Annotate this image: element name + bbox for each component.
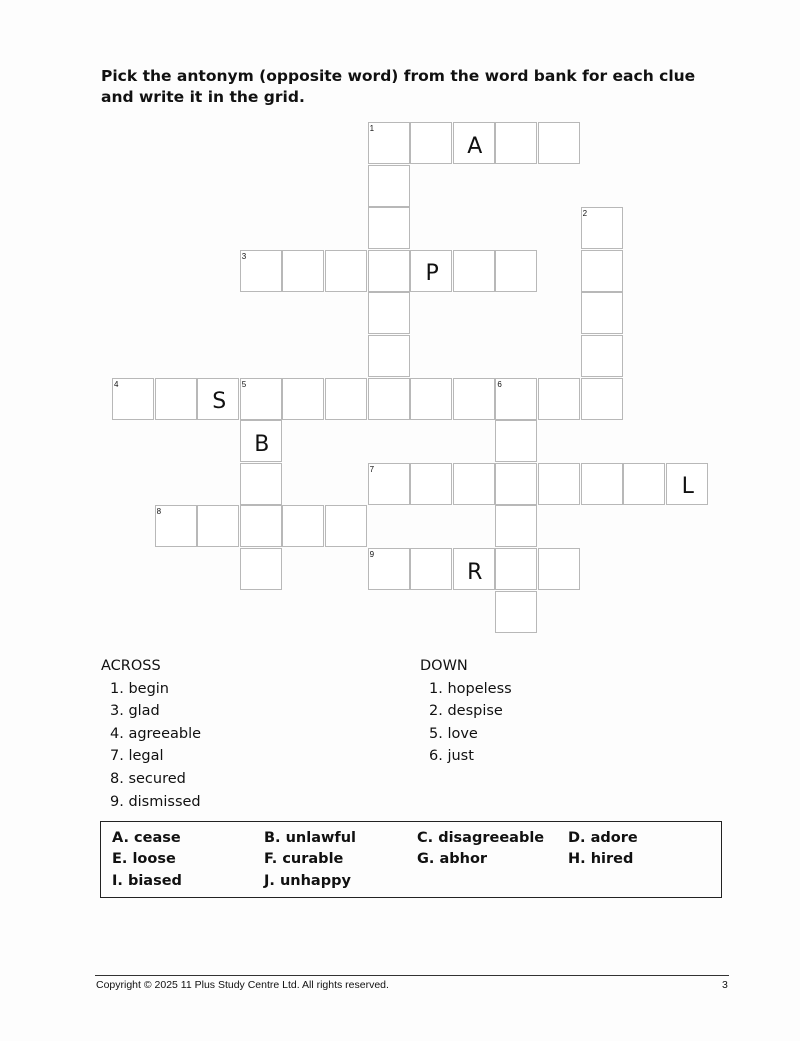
given-letter: L bbox=[681, 474, 694, 500]
grid-cell[interactable] bbox=[240, 378, 282, 420]
grid-cell[interactable] bbox=[410, 122, 452, 164]
grid-cell[interactable] bbox=[197, 505, 239, 547]
grid-cell[interactable] bbox=[495, 505, 537, 547]
grid-cell[interactable] bbox=[453, 122, 495, 164]
grid-cell[interactable] bbox=[495, 548, 537, 590]
word-bank-option: B. unlawful bbox=[264, 830, 357, 846]
clue-number: 7 bbox=[369, 464, 375, 474]
down-clue: 6. just bbox=[429, 748, 474, 765]
grid-cell[interactable] bbox=[495, 420, 537, 462]
grid-cell[interactable] bbox=[410, 463, 452, 505]
down-clue-list bbox=[420, 678, 512, 768]
grid-cell[interactable] bbox=[453, 463, 495, 505]
down-clue: 2. despise bbox=[429, 703, 503, 720]
grid-cell[interactable] bbox=[368, 292, 410, 334]
clue-number: 6 bbox=[497, 379, 502, 389]
grid-cell[interactable] bbox=[240, 420, 282, 462]
clue-number: 4 bbox=[114, 379, 119, 389]
grid-cell[interactable] bbox=[282, 250, 324, 292]
across-clue: 7. legal bbox=[110, 748, 164, 765]
given-letter: B bbox=[254, 431, 270, 457]
grid-cell[interactable] bbox=[155, 505, 197, 547]
footer-divider bbox=[95, 975, 729, 976]
clue-number: 1 bbox=[369, 124, 375, 133]
grid-cell[interactable] bbox=[368, 122, 410, 164]
grid-cell[interactable] bbox=[240, 250, 282, 292]
down-clues bbox=[420, 655, 512, 768]
grid-cell[interactable] bbox=[368, 165, 410, 207]
word-bank-option: C. disagreeable bbox=[417, 830, 545, 846]
grid-cell[interactable] bbox=[666, 463, 708, 505]
clue-number: 2 bbox=[582, 209, 588, 219]
given-letter: P bbox=[425, 261, 439, 287]
grid-cell[interactable] bbox=[495, 378, 537, 420]
grid-cell[interactable] bbox=[453, 250, 495, 292]
word-bank bbox=[100, 821, 722, 898]
grid-cell[interactable] bbox=[623, 463, 665, 505]
grid-cell[interactable] bbox=[112, 378, 154, 420]
grid-cell[interactable] bbox=[581, 378, 623, 420]
down-clue: 1. hopeless bbox=[429, 680, 512, 697]
grid-cell[interactable] bbox=[282, 378, 324, 420]
grid-cell[interactable] bbox=[325, 378, 367, 420]
grid-cell[interactable] bbox=[538, 463, 580, 505]
word-bank-option: H. hired bbox=[568, 851, 634, 867]
word-bank-option: J. unhappy bbox=[264, 873, 351, 889]
grid-cell[interactable] bbox=[581, 250, 623, 292]
grid-cell[interactable] bbox=[538, 378, 580, 420]
across-clue: 4. agreeable bbox=[110, 725, 202, 742]
across-clues bbox=[101, 655, 201, 813]
word-bank-option: A. cease bbox=[112, 830, 181, 846]
grid-cell[interactable] bbox=[368, 548, 410, 590]
instructions: Pick the antonym (opposite word) from the word bank for each clue and write it in the grid. bbox=[101, 67, 696, 106]
grid-cell[interactable] bbox=[495, 250, 537, 292]
grid-cell[interactable] bbox=[368, 335, 410, 377]
clue-number: 5 bbox=[241, 379, 247, 389]
grid-cell[interactable] bbox=[282, 505, 324, 547]
grid-cell[interactable] bbox=[368, 250, 410, 292]
grid-cell[interactable] bbox=[581, 335, 623, 377]
word-bank-option: F. curable bbox=[264, 851, 344, 867]
grid-cell[interactable] bbox=[410, 250, 452, 292]
down-clue: 5. love bbox=[429, 725, 478, 742]
grid-cell[interactable] bbox=[368, 378, 410, 420]
across-clue: 1. begin bbox=[110, 680, 169, 697]
grid-cell[interactable] bbox=[538, 122, 580, 164]
given-letter: R bbox=[467, 559, 483, 585]
given-letter: A bbox=[467, 133, 483, 159]
grid-cell[interactable] bbox=[453, 378, 495, 420]
grid-cell[interactable] bbox=[410, 548, 452, 590]
given-letter: S bbox=[212, 389, 227, 415]
grid-cell[interactable] bbox=[325, 505, 367, 547]
down-heading: DOWN bbox=[420, 658, 468, 674]
grid-cell[interactable] bbox=[368, 207, 410, 249]
grid-cell[interactable] bbox=[368, 463, 410, 505]
grid-cell[interactable] bbox=[325, 250, 367, 292]
grid-cell[interactable] bbox=[453, 548, 495, 590]
grid-cell[interactable] bbox=[155, 378, 197, 420]
grid-cell[interactable] bbox=[495, 463, 537, 505]
page-number: 3 bbox=[722, 979, 728, 991]
grid-cell[interactable] bbox=[581, 207, 623, 249]
grid-cell[interactable] bbox=[495, 591, 537, 633]
word-bank-option: D. adore bbox=[568, 830, 638, 846]
clue-number: 9 bbox=[369, 550, 375, 559]
grid-cell[interactable] bbox=[197, 378, 239, 420]
clue-number: 3 bbox=[241, 251, 247, 261]
across-clue: 8. secured bbox=[110, 770, 186, 787]
grid-cell[interactable] bbox=[495, 122, 537, 164]
grid-cell[interactable] bbox=[410, 378, 452, 420]
grid-cell[interactable] bbox=[581, 292, 623, 334]
word-bank-option: G. abhor bbox=[417, 851, 488, 867]
grid-cell[interactable] bbox=[581, 463, 623, 505]
copyright-text: Copyright © 2025 11 Plus Study Centre Ltd. All rights reserved. bbox=[96, 979, 389, 991]
word-bank-option: I. biased bbox=[112, 873, 182, 889]
grid-cell[interactable] bbox=[240, 463, 282, 505]
grid-cell[interactable] bbox=[538, 548, 580, 590]
clue-number: 8 bbox=[156, 507, 162, 517]
across-clue: 3. glad bbox=[110, 703, 160, 720]
across-clue-list bbox=[101, 678, 201, 814]
across-heading: ACROSS bbox=[101, 658, 161, 674]
grid-cell[interactable] bbox=[240, 548, 282, 590]
word-bank-option: E. loose bbox=[112, 851, 176, 867]
across-clue: 9. dismissed bbox=[110, 793, 201, 810]
grid-cell[interactable] bbox=[240, 505, 282, 547]
